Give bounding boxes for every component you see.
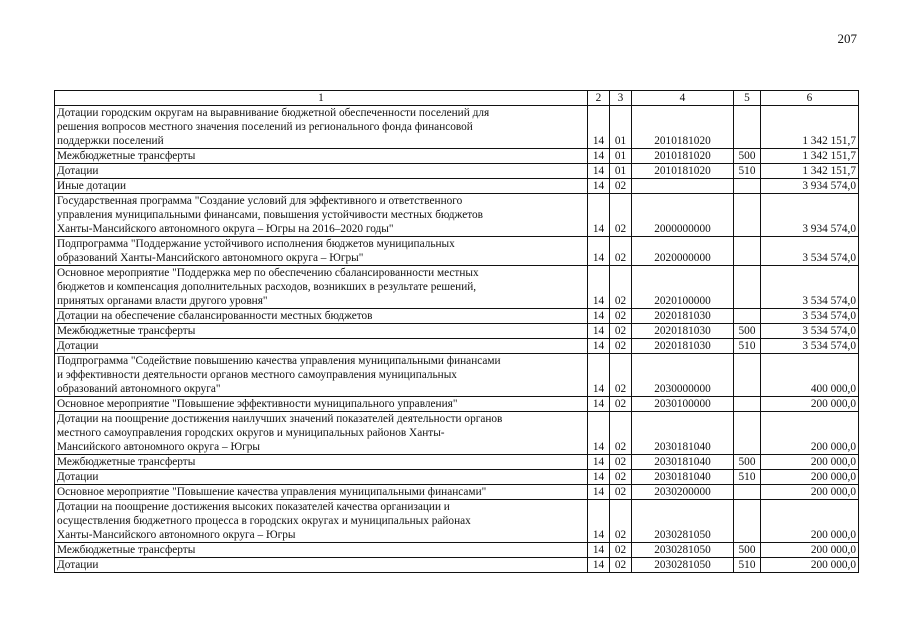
item-name-cell: Дотации: [55, 470, 588, 485]
table-row: [55, 339, 859, 354]
target-item-code-cell: 2000000000: [632, 194, 734, 237]
section-code-cell: 14: [588, 397, 610, 412]
item-name-cell: Подпрограмма "Поддержание устойчивого исполнения бюджетов муниципальных образований Ханты-Мансийского автономного округа – Югры": [55, 237, 588, 266]
subsection-code-cell: 02: [610, 470, 632, 485]
expense-type-code-cell: [734, 179, 761, 194]
header-cell: 1: [55, 91, 588, 106]
header-cell: 2: [588, 91, 610, 106]
subsection-code-cell: 01: [610, 164, 632, 179]
amount-cell: 200 000,0: [761, 397, 859, 412]
subsection-code-cell: 01: [610, 106, 632, 149]
table-row: [55, 266, 859, 309]
section-code-cell: 14: [588, 558, 610, 573]
item-name-cell: Дотации: [55, 164, 588, 179]
table-row: [55, 397, 859, 412]
target-item-code-cell: 2030181040: [632, 412, 734, 455]
target-item-code-cell: 2010181020: [632, 164, 734, 179]
table-row: [55, 149, 859, 164]
table-row: [55, 237, 859, 266]
subsection-code-cell: 02: [610, 397, 632, 412]
amount-cell: 3 534 574,0: [761, 324, 859, 339]
target-item-code-cell: 2030100000: [632, 397, 734, 412]
table-row: [55, 412, 859, 455]
amount-cell: 200 000,0: [761, 412, 859, 455]
item-name-cell: Межбюджетные трансферты: [55, 324, 588, 339]
table-row: [55, 354, 859, 397]
target-item-code-cell: 2030281050: [632, 558, 734, 573]
amount-cell: 200 000,0: [761, 455, 859, 470]
amount-cell: 1 342 151,7: [761, 164, 859, 179]
section-code-cell: 14: [588, 543, 610, 558]
table-header-row: [55, 91, 859, 106]
item-name-cell: Основное мероприятие "Поддержка мер по обеспечению сбалансированности местных бюджетов и компенсация дополнительных расходов, возникших в результате решений, принятых органами власти другого уровня": [55, 266, 588, 309]
section-code-cell: 14: [588, 324, 610, 339]
target-item-code-cell: 2030000000: [632, 354, 734, 397]
amount-cell: 3 534 574,0: [761, 237, 859, 266]
table-row: [55, 558, 859, 573]
expense-type-code-cell: [734, 266, 761, 309]
section-code-cell: 14: [588, 106, 610, 149]
amount-cell: 3 534 574,0: [761, 266, 859, 309]
section-code-cell: 14: [588, 470, 610, 485]
expense-type-code-cell: [734, 485, 761, 500]
subsection-code-cell: 02: [610, 266, 632, 309]
table-row: [55, 485, 859, 500]
table-row: [55, 470, 859, 485]
item-name-cell: Межбюджетные трансферты: [55, 149, 588, 164]
section-code-cell: 14: [588, 412, 610, 455]
amount-cell: 3 934 574,0: [761, 194, 859, 237]
target-item-code-cell: 2030281050: [632, 543, 734, 558]
expense-type-code-cell: 510: [734, 470, 761, 485]
subsection-code-cell: 02: [610, 237, 632, 266]
item-name-cell: Государственная программа "Создание условий для эффективного и ответственного управления муниципальными финансами, повышения устойчивости местных бюджетов Ханты-Мансийского автономного округа – Югры на 2016–2020 годы": [55, 194, 588, 237]
target-item-code-cell: 2020181030: [632, 339, 734, 354]
subsection-code-cell: 02: [610, 558, 632, 573]
section-code-cell: 14: [588, 164, 610, 179]
subsection-code-cell: 02: [610, 500, 632, 543]
table-row: [55, 309, 859, 324]
header-cell: 4: [632, 91, 734, 106]
amount-cell: 3 534 574,0: [761, 339, 859, 354]
section-code-cell: 14: [588, 309, 610, 324]
item-name-cell: Межбюджетные трансферты: [55, 543, 588, 558]
item-name-cell: Дотации: [55, 558, 588, 573]
target-item-code-cell: 2030281050: [632, 500, 734, 543]
expense-type-code-cell: 510: [734, 558, 761, 573]
expense-type-code-cell: [734, 500, 761, 543]
expense-type-code-cell: 510: [734, 339, 761, 354]
item-name-cell: Дотации на поощрение достижения наилучших значений показателей деятельности органов местного самоуправления городских округов и муниципальных районов Ханты- Мансийского автономного округа – Югры: [55, 412, 588, 455]
section-code-cell: 14: [588, 354, 610, 397]
section-code-cell: 14: [588, 237, 610, 266]
item-name-cell: Дотации на поощрение достижения высоких показателей качества организации и осуществления бюджетного процесса в городских округах и муниципальных районах Ханты-Мансийского автономного округа – Югры: [55, 500, 588, 543]
table-body: [55, 106, 859, 573]
expense-type-code-cell: 500: [734, 324, 761, 339]
header-cell: 6: [761, 91, 859, 106]
section-code-cell: 14: [588, 500, 610, 543]
table-row: [55, 455, 859, 470]
table-row: [55, 194, 859, 237]
header-cell: 3: [610, 91, 632, 106]
expense-type-code-cell: [734, 412, 761, 455]
subsection-code-cell: 02: [610, 354, 632, 397]
table-row: [55, 500, 859, 543]
subsection-code-cell: 02: [610, 485, 632, 500]
budget-table: [54, 90, 859, 573]
amount-cell: 3 534 574,0: [761, 309, 859, 324]
page-number: 207: [837, 31, 857, 46]
target-item-code-cell: 2010181020: [632, 106, 734, 149]
expense-type-code-cell: 500: [734, 455, 761, 470]
amount-cell: 3 934 574,0: [761, 179, 859, 194]
target-item-code-cell: 2030200000: [632, 485, 734, 500]
item-name-cell: Дотации на обеспечение сбалансированности местных бюджетов: [55, 309, 588, 324]
target-item-code-cell: 2020100000: [632, 266, 734, 309]
amount-cell: 200 000,0: [761, 543, 859, 558]
amount-cell: 200 000,0: [761, 558, 859, 573]
item-name-cell: Дотации: [55, 339, 588, 354]
subsection-code-cell: 02: [610, 455, 632, 470]
section-code-cell: 14: [588, 194, 610, 237]
subsection-code-cell: 02: [610, 194, 632, 237]
subsection-code-cell: 02: [610, 324, 632, 339]
amount-cell: 200 000,0: [761, 500, 859, 543]
section-code-cell: 14: [588, 266, 610, 309]
target-item-code-cell: 2030181040: [632, 455, 734, 470]
target-item-code-cell: 2020181030: [632, 324, 734, 339]
expense-type-code-cell: [734, 106, 761, 149]
item-name-cell: Межбюджетные трансферты: [55, 455, 588, 470]
expense-type-code-cell: 500: [734, 149, 761, 164]
target-item-code-cell: [632, 179, 734, 194]
section-code-cell: 14: [588, 485, 610, 500]
subsection-code-cell: 02: [610, 309, 632, 324]
table-row: [55, 324, 859, 339]
section-code-cell: 14: [588, 179, 610, 194]
amount-cell: 200 000,0: [761, 485, 859, 500]
target-item-code-cell: 2010181020: [632, 149, 734, 164]
item-name-cell: Иные дотации: [55, 179, 588, 194]
table-row: [55, 543, 859, 558]
target-item-code-cell: 2020181030: [632, 309, 734, 324]
item-name-cell: Дотации городским округам на выравнивание бюджетной обеспеченности поселений для решения вопросов местного значения поселений из регионального фонда финансовой поддержки поселений: [55, 106, 588, 149]
expense-type-code-cell: [734, 397, 761, 412]
section-code-cell: 14: [588, 339, 610, 354]
expense-type-code-cell: [734, 194, 761, 237]
target-item-code-cell: 2030181040: [632, 470, 734, 485]
amount-cell: 1 342 151,7: [761, 149, 859, 164]
target-item-code-cell: 2020000000: [632, 237, 734, 266]
amount-cell: 400 000,0: [761, 354, 859, 397]
item-name-cell: Основное мероприятие "Повышение эффективности муниципального управления": [55, 397, 588, 412]
subsection-code-cell: 01: [610, 149, 632, 164]
item-name-cell: Основное мероприятие "Повышение качества управления муниципальными финансами": [55, 485, 588, 500]
subsection-code-cell: 02: [610, 179, 632, 194]
expense-type-code-cell: [734, 309, 761, 324]
header-cell: 5: [734, 91, 761, 106]
subsection-code-cell: 02: [610, 543, 632, 558]
expense-type-code-cell: [734, 354, 761, 397]
subsection-code-cell: 02: [610, 412, 632, 455]
amount-cell: 200 000,0: [761, 470, 859, 485]
section-code-cell: 14: [588, 149, 610, 164]
item-name-cell: Подпрограмма "Содействие повышению качества управления муниципальными финансами и эффективности деятельности органов местного самоуправления муниципальных образований автономного округа": [55, 354, 588, 397]
expense-type-code-cell: 500: [734, 543, 761, 558]
subsection-code-cell: 02: [610, 339, 632, 354]
expense-type-code-cell: 510: [734, 164, 761, 179]
table-row: [55, 106, 859, 149]
amount-cell: 1 342 151,7: [761, 106, 859, 149]
expense-type-code-cell: [734, 237, 761, 266]
table-row: [55, 164, 859, 179]
section-code-cell: 14: [588, 455, 610, 470]
table-row: [55, 179, 859, 194]
